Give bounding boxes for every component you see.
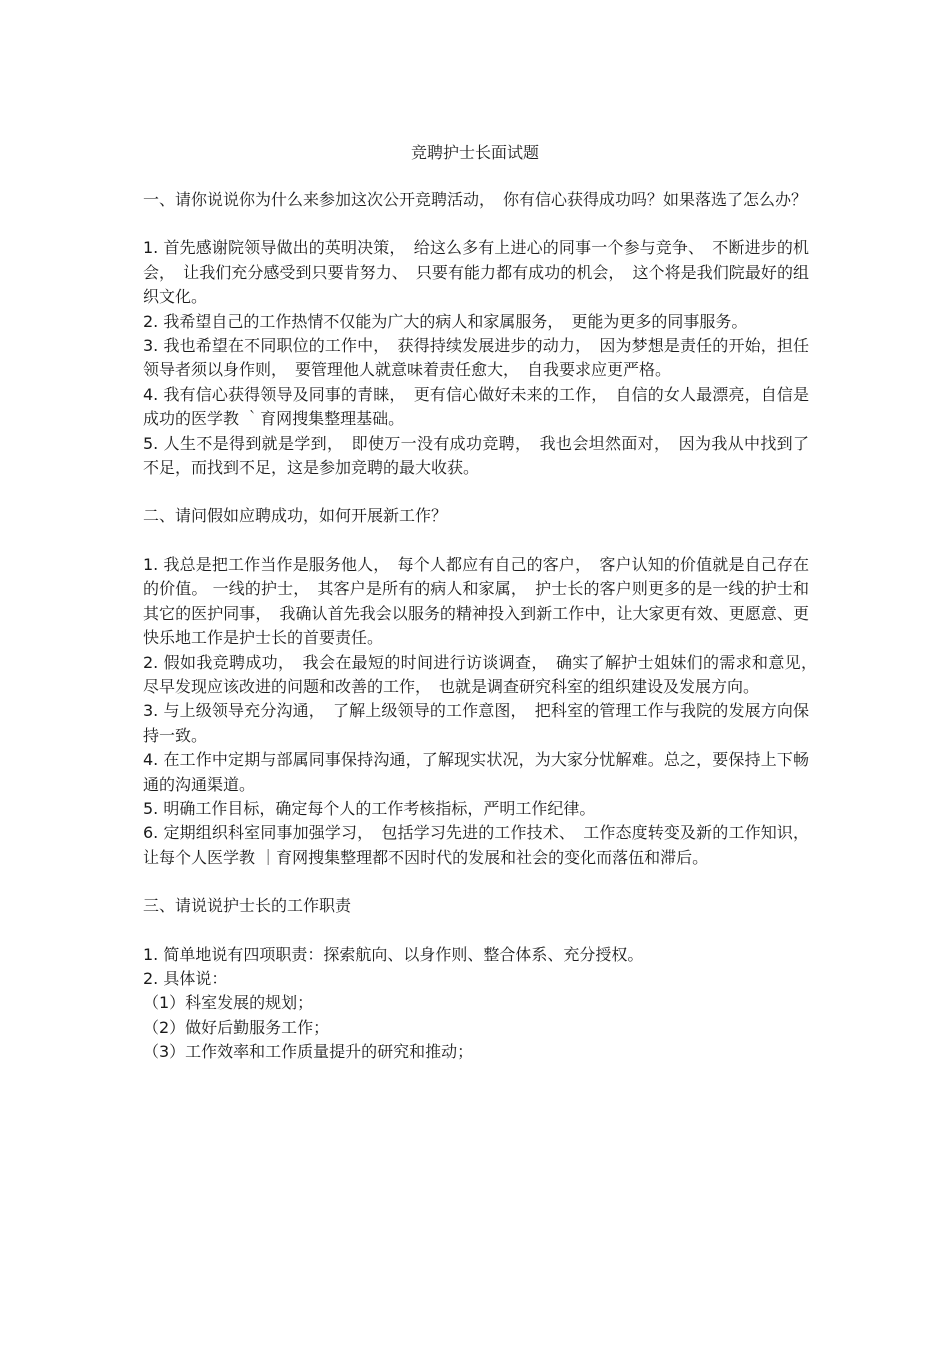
- section-3-question: 三、请说说护士长的工作职责: [143, 896, 352, 916]
- section-1-answer-4: 4. 我有信心获得领导及同事的青睐， 更有信心做好未来的工作， 自信的女人最漂亮，自信是成功的医学教 ｀育网搜集整理基础。: [143, 384, 809, 429]
- section-2: [143, 504, 826, 870]
- section-1-question: 一、请你说说你为什么来参加这次公开竞聘活动， 你有信心获得成功吗？如果落选了怎么办？: [143, 190, 808, 209]
- section-2-answer-4: 4. 在工作中定期与部属同事保持沟通，了解现实状况，为大家分忧解难。总之，要保持上下畅通的沟通渠道。: [143, 750, 809, 794]
- section-3-item-3: （3）工作效率和工作质量提升的研究和推动；: [143, 1042, 474, 1062]
- section-1-answer-5: 5. 人生不是得到就是学到， 即使万一没有成功竞聘， 我也会坦然面对， 因为我从中找到了不足，而找到不足，这是参加竞聘的最大收获。: [143, 433, 809, 478]
- section-1-answer-3: 3. 我也希望在不同职位的工作中， 获得持续发展进步的动力， 因为梦想是责任的开始，担任领导者须以身作则， 要管理他人就意味着责任愈大， 自我要求应更严格。: [143, 336, 809, 380]
- section-2-question: 二、请问假如应聘成功，如何开展新工作？: [143, 506, 448, 526]
- section-1: [143, 188, 809, 480]
- section-3-item-1: （1）科室发展的规划；: [143, 993, 314, 1013]
- section-3: [143, 894, 809, 1064]
- section-3-answer-2: 2. 具体说：: [143, 968, 228, 988]
- section-2-answer-5: 5. 明确工作目标，确定每个人的工作考核指标，严明工作纪律。: [143, 798, 596, 818]
- section-2-answer-2: 2. 假如我竞聘成功， 我会在最短的时间进行访谈调查， 确实了解护士姐妹们的需求和意见， 尽早发现应该改进的问题和改善的工作， 也就是调查研究科室的组织建设及发展方向。: [143, 652, 826, 696]
- section-2-answer-1: 1. 我总是把工作当作是服务他人， 每个人都应有自己的客户， 客户认知的价值就是自己存在的价值。 一线的护士， 其客户是所有的病人和家属， 护士长的客户则更多的是一线的护士和其它的医护同事， 我确认首先我会以服务的精神投入到新工作中，让大家更有效、更愿意、更快乐地工作是护士长的首要责任。: [143, 554, 809, 648]
- section-1-answer-1: 1. 首先感谢院领导做出的英明决策， 给这么多有上进心的同事一个参与竞争、 不断进步的机会， 让我们充分感受到只要肯努力、 只要有能力都有成功的机会， 这个将是我们院最好的组织文化。: [143, 238, 809, 307]
- section-2-answer-3: 3. 与上级领导充分沟通， 了解上级领导的工作意图， 把科室的管理工作与我院的发展方向保持一致。: [143, 701, 809, 745]
- document-body: [143, 188, 826, 1065]
- document-title: 竞聘护士长面试题: [410, 143, 539, 162]
- section-3-answer-1: 1. 简单地说有四项职责：探索航向、以身作则、整合体系、充分授权。: [143, 944, 644, 964]
- section-1-answer-2: 2. 我希望自己的工作热情不仅能为广大的病人和家属服务， 更能为更多的同事服务。: [143, 311, 748, 331]
- section-3-item-2: （2）做好后勤服务工作；: [143, 1017, 330, 1037]
- section-2-answer-6: 6. 定期组织科室同事加强学习， 包括学习先进的工作技术、 工作态度转变及新的工作知识，让每个人医学教 ｜育网搜集整理都不因时代的发展和社会的变化而落伍和滞后。: [143, 823, 809, 867]
